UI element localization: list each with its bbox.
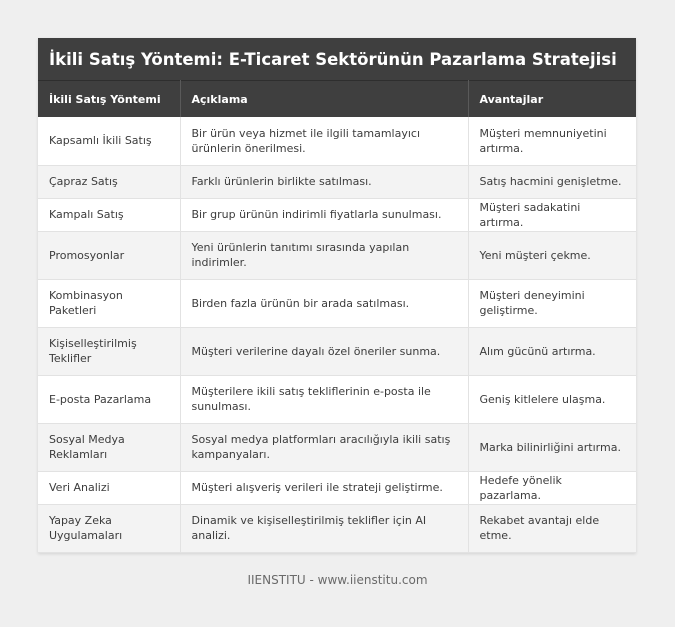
data-table: [38, 80, 636, 553]
cell-method: Kampalı Satış: [49, 208, 124, 221]
cell-method: Veri Analizi: [49, 481, 110, 494]
table-row: [38, 279, 636, 327]
table-row: [38, 165, 636, 198]
header-method: İkili Satış Yöntemi: [38, 81, 180, 118]
cell-method: Sosyal Medya Reklamları: [38, 423, 180, 471]
cell-advantage: Marka bilinirliğini artırma.: [468, 423, 636, 471]
cell-method: Çapraz Satış: [38, 165, 180, 198]
table-title: İkili Satış Yöntemi: E-Ticaret Sektörünün Pazarlama Stratejisi: [38, 38, 636, 80]
cell-advantage: Müşteri sadakatini artırma.: [468, 198, 636, 231]
cell-advantage: Müşteri deneyimini geliştirme.: [468, 279, 636, 327]
table-row: [38, 504, 636, 552]
cell-description: Bir ürün veya hizmet ile ilgili tamamlayıcı ürünlerin önerilmesi.: [180, 117, 468, 165]
cell-description: Müşteri alışveriş verileri ile strateji geliştirme.: [180, 471, 468, 504]
header-advantages: Avantajlar: [468, 81, 636, 118]
cell-method: Promosyonlar: [38, 231, 180, 279]
cell-advantage: Satış hacmini genişletme.: [468, 165, 636, 198]
cell-advantage: Hedefe yönelik pazarlama.: [468, 471, 636, 504]
cell-advantage: Müşteri memnuniyetini artırma.: [468, 117, 636, 165]
table-row: [38, 375, 636, 423]
cell-description: Müşterilere ikili satış tekliflerinin e-posta ile sunulması.: [180, 375, 468, 423]
header-description: Açıklama: [180, 81, 468, 118]
table-row: [38, 198, 636, 231]
cell-description: Bir grup ürünün indirimli fiyatlarla sunulması.: [180, 198, 468, 231]
table-row: [38, 231, 636, 279]
table-row: [38, 327, 636, 375]
table-row: [38, 423, 636, 471]
table-row: [38, 117, 636, 165]
cell-advantage: Geniş kitlelere ulaşma.: [468, 375, 636, 423]
cell-description: Yeni ürünlerin tanıtımı sırasında yapılan indirimler.: [180, 231, 468, 279]
table-row: [38, 471, 636, 504]
cell-description: Farklı ürünlerin birlikte satılması.: [180, 165, 468, 198]
cell-method: E-posta Pazarlama: [49, 392, 152, 406]
cell-method: Yapay Zeka Uygulamaları: [38, 504, 180, 552]
table-card: [38, 38, 636, 553]
cell-advantage: Alım gücünü artırma.: [468, 327, 636, 375]
cell-advantage: Rekabet avantajı elde etme.: [468, 504, 636, 552]
cell-description: Müşteri verilerine dayalı özel öneriler sunma.: [180, 327, 468, 375]
cell-method: Kombinasyon Paketleri: [49, 289, 123, 317]
header-row: [38, 81, 636, 118]
cell-description: Dinamik ve kişiselleştirilmiş teklifler için AI analizi.: [180, 504, 468, 552]
cell-advantage: Yeni müşteri çekme.: [468, 231, 636, 279]
cell-method: Kişiselleştirilmiş Teklifler: [38, 327, 180, 375]
footer-credit: IIENSTITU - www.iienstitu.com: [247, 573, 428, 587]
cell-method: Kapsamlı İkili Satış: [49, 134, 152, 148]
cell-description: Birden fazla ürünün bir arada satılması.: [180, 279, 468, 327]
cell-description: Sosyal medya platformları aracılığıyla ikili satış kampanyaları.: [180, 423, 468, 471]
